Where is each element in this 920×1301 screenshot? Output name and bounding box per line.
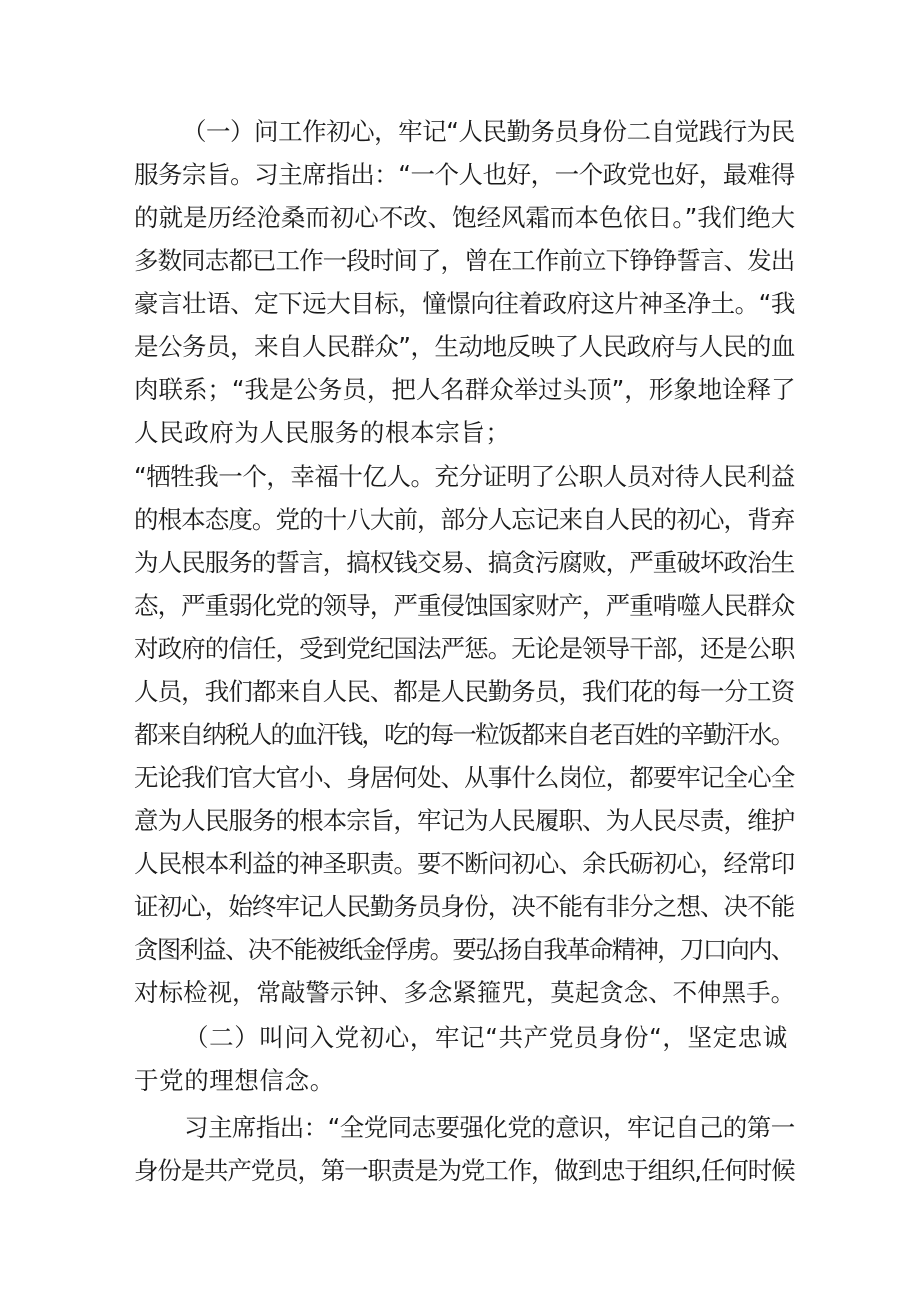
text-line: 意为人民服务的根本宗旨，牢记为人民履职、为人民尽责，维护: [134, 806, 795, 835]
text-line: 无论我们官大官小、身居何处、从事什么岗位，都要牢记全心全: [134, 763, 795, 792]
text-line: 服务宗旨。习主席指出：“一个人也好，一个政党也好，最难得: [134, 160, 795, 189]
text-line: 贪图利益、决不能被纸金俘虏。要弘扬自我革命精神，刀口向内、: [134, 935, 794, 964]
text-line: 都来自纳税人的血汗钱，吃的每一粒饭都来自老百姓的辛勤汗水。: [134, 720, 794, 749]
text-line: 对政府的信任，受到党纪国法严惩。无论是领导干部，还是公职: [134, 634, 795, 663]
text-line: 肉联系；“我是公务员，把人名群众举过头顶”，形象地诠释了: [134, 375, 796, 404]
text-line: “牺牲我一个，幸福十亿人。充分证明了公职人员对待人民利益: [134, 462, 795, 491]
text-line: 多数同志都已工作一段时间了，曾在工作前立下铮铮誓言、发出: [134, 246, 795, 275]
text-line: （一）问工作初心，牢记“人民勤务员身份二自觉践行为民: [182, 117, 795, 146]
text-line: （二）叫问入党初心，牢记“共产党员身份“，坚定忠诚: [184, 1023, 788, 1052]
text-line: 身份是共产党员，第一职责是为党工作，做到忠于组织,任何时候: [134, 1156, 795, 1185]
text-line: 态，严重弱化党的领导，严重侵蚀国家财产，严重啃噬人民群众: [134, 591, 795, 620]
text-line: 于党的理想信念。: [134, 1066, 335, 1095]
text-line: 人民根本利益的神圣职责。要不断问初心、余氏砺初心，经常印: [134, 849, 795, 878]
text-line: 人民政府为人民服务的根本宗旨；: [134, 418, 511, 447]
text-line: 的就是历经沧桑而初心不改、饱经风霜而本色依日。”我们绝大: [134, 203, 796, 232]
text-line: 证初心，始终牢记人民勤务员身份，决不能有非分之想、决不能: [134, 892, 795, 921]
text-line: 为人民服务的誓言，搞权钱交易、搞贪污腐败，严重破坏政治生: [134, 548, 795, 577]
text-line: 的根本态度。党的十八大前，部分人忘记来自人民的初心，背弃: [134, 505, 795, 534]
text-line: 人员，我们都来自人民、都是人民勤务员，我们花的每一分工资: [134, 677, 795, 706]
text-line: 是公务员，来自人民群众”，生动地反映了人民政府与人民的血: [134, 332, 795, 361]
text-line: 习主席指出：“全党同志要强化党的意识，牢记自己的第一: [184, 1113, 795, 1142]
text-line: 豪言壮语、定下远大目标，憧憬向往着政府这片神圣净土。“我: [134, 289, 795, 318]
text-line: 对标检视，常敲警示钟、多念紧箍咒，莫起贪念、不伸黑手。: [134, 978, 796, 1007]
